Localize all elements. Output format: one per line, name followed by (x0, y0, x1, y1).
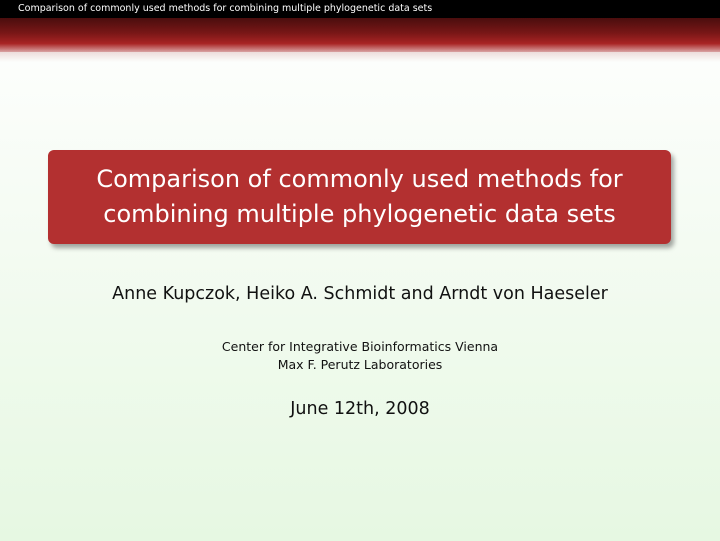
header-band (0, 18, 720, 52)
institute-line-1: Center for Integrative Bioinformatics Vienna (221, 339, 499, 354)
title-box (48, 150, 671, 244)
institute (0, 338, 720, 374)
presentation-date: June 12th, 2008 (290, 399, 430, 419)
header-short-title: Comparison of commonly used methods for combining multiple phylogenetic data sets (0, 0, 720, 18)
authors: Anne Kupczok, Heiko A. Schmidt and Arndt von Haeseler (112, 284, 608, 304)
slide-title: Comparison of commonly used methods for combining multiple phylogenetic data sets (96, 165, 623, 228)
institute-line-2: Max F. Perutz Laboratories (277, 357, 443, 372)
header-band-fade (0, 52, 720, 62)
